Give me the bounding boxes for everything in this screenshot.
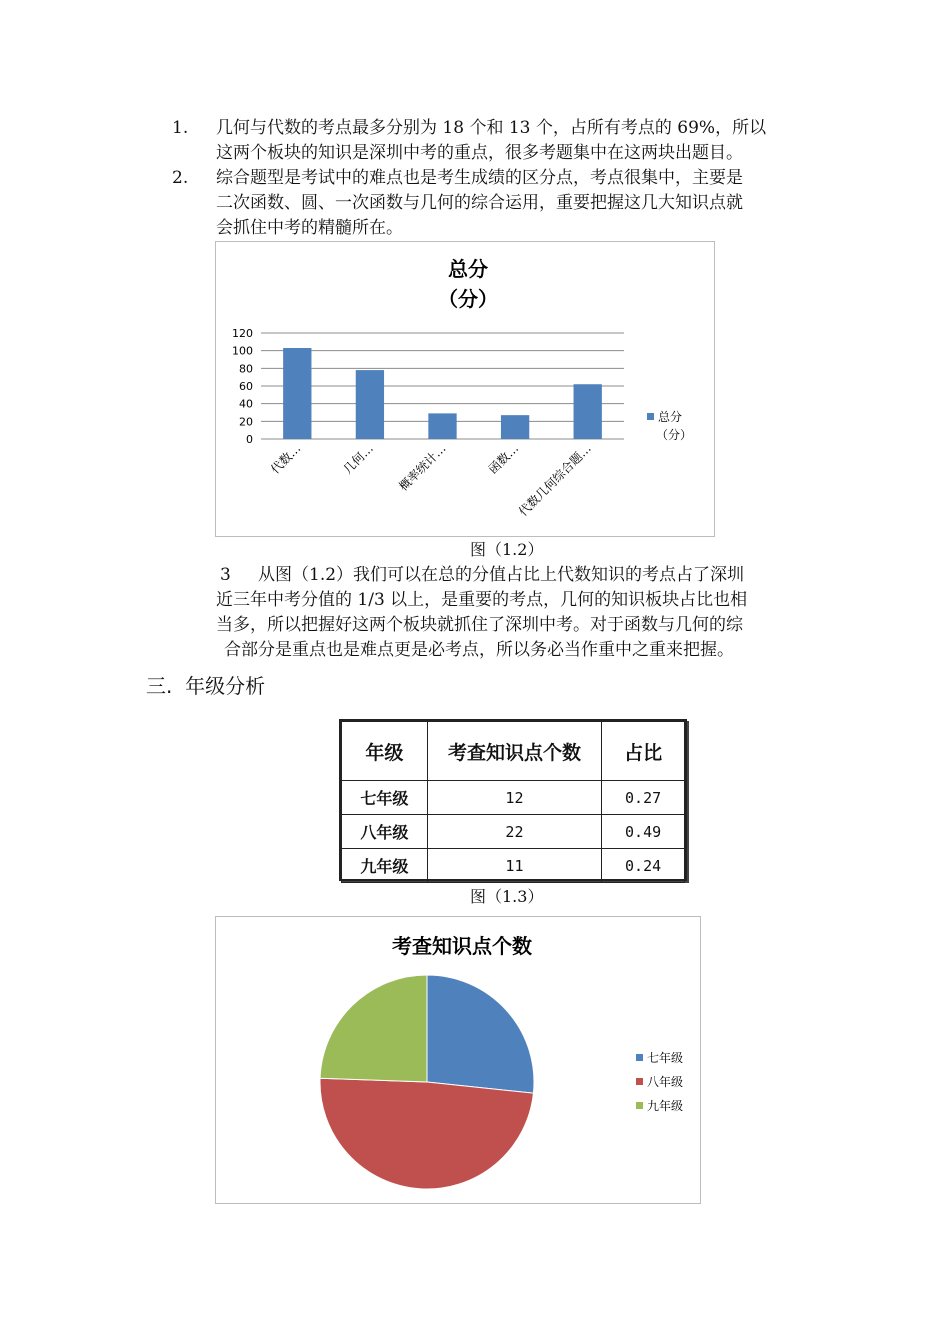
table-cell-grade: 九年级 bbox=[342, 849, 428, 883]
bar bbox=[428, 413, 456, 439]
bar bbox=[574, 384, 602, 439]
pie-legend-label: 七年级 bbox=[647, 1051, 684, 1065]
item-2-line-3: 会抓住中考的精髓所在。 bbox=[216, 218, 403, 238]
table-cell-count: 22 bbox=[427, 815, 601, 849]
item-3-line-4: 合部分是重点也是难点更是必考点，所以务必当作重中之重来把握。 bbox=[224, 640, 734, 660]
bar-x-tick-label: 代数… bbox=[268, 441, 304, 477]
bar-y-tick-label: 80 bbox=[239, 362, 253, 376]
item-1-line-2: 这两个板块的知识是深圳中考的重点，很多考题集中在这两块出题目。 bbox=[216, 143, 743, 163]
table-header-ratio: 占比 bbox=[602, 722, 685, 781]
table-cell-grade: 八年级 bbox=[342, 815, 428, 849]
bar bbox=[501, 415, 529, 439]
table-cell-ratio: 0.24 bbox=[602, 849, 685, 883]
pie-slice bbox=[427, 975, 534, 1093]
bar-y-tick-label: 120 bbox=[232, 327, 253, 340]
bar-x-tick-label: 概率统计… bbox=[396, 441, 449, 494]
bar bbox=[356, 370, 384, 439]
bar-y-tick-label: 40 bbox=[239, 397, 253, 411]
bar-y-tick-label: 20 bbox=[239, 415, 253, 429]
grade-table bbox=[341, 721, 685, 883]
pie-legend-label: 八年级 bbox=[647, 1075, 684, 1089]
pie-slice bbox=[320, 975, 427, 1082]
bar-y-tick-label: 100 bbox=[232, 344, 253, 358]
item-3-line-2: 近三年中考分值的 1/3 以上，是重要的考点，几何的知识板块占比也相 bbox=[216, 590, 748, 610]
section-heading: 三. 年级分析 bbox=[146, 674, 266, 698]
item-3-number: 3 bbox=[220, 565, 231, 585]
table-row bbox=[342, 849, 685, 883]
table-row bbox=[342, 815, 685, 849]
table-cell-ratio: 0.49 bbox=[602, 815, 685, 849]
pie-chart-frame bbox=[215, 916, 701, 1204]
item-2-line-2: 二次函数、圆、一次函数与几何的综合运用，重要把握这几大知识点就 bbox=[216, 193, 743, 213]
pie-chart bbox=[216, 917, 702, 1205]
item-1-line-1: 几何与代数的考点最多分别为 18 个和 13 个，占所有考点的 69%，所以 bbox=[216, 118, 767, 138]
bar bbox=[283, 348, 311, 439]
grade-table-wrapper bbox=[339, 719, 687, 881]
table-header-row bbox=[342, 722, 685, 781]
bar-x-tick-label: 代数几何综合题… bbox=[516, 441, 594, 520]
pie-legend-swatch bbox=[636, 1078, 643, 1085]
bar-chart-title-line-1: 总分 bbox=[448, 257, 488, 281]
bar-chart bbox=[216, 242, 716, 538]
table-row bbox=[342, 781, 685, 815]
item-3-line-3: 当多，所以把握好这两个板块就抓住了深圳中考。对于函数与几何的综 bbox=[216, 615, 743, 635]
item-1-number: 1. bbox=[172, 118, 189, 138]
table-header-grade: 年级 bbox=[342, 722, 428, 781]
bar-legend-label-line-1: 总分 bbox=[658, 410, 683, 424]
item-2-number: 2. bbox=[172, 168, 189, 188]
table-cell-grade: 七年级 bbox=[342, 781, 428, 815]
bar-legend-swatch bbox=[647, 413, 654, 420]
bar-y-tick-label: 60 bbox=[239, 380, 253, 393]
bar-chart-bars bbox=[283, 348, 602, 439]
pie-chart-title: 考查知识点个数 bbox=[392, 934, 532, 958]
pie-slice bbox=[320, 1078, 533, 1189]
item-2-line-1: 综合题型是考试中的难点也是考生成绩的区分点，考点很集中，主要是 bbox=[216, 168, 743, 188]
figure-caption-1-3: 图（1.3） bbox=[470, 887, 544, 906]
bar-chart-x-labels bbox=[267, 441, 593, 519]
pie-chart-slices bbox=[320, 975, 534, 1189]
bar-chart-title-line-2: （分） bbox=[438, 287, 498, 311]
bar-y-tick-label: 0 bbox=[246, 433, 253, 446]
item-3-line-1: 从图（1.2）我们可以在总的分值占比上代数知识的考点占了深圳 bbox=[258, 565, 745, 585]
table-header-count: 考查知识点个数 bbox=[427, 722, 601, 781]
pie-chart-legend bbox=[636, 1050, 683, 1113]
pie-legend-label: 九年级 bbox=[647, 1099, 684, 1113]
table-cell-count: 11 bbox=[427, 849, 601, 883]
pie-legend-swatch bbox=[636, 1102, 643, 1109]
bar-x-tick-label: 几何… bbox=[340, 441, 377, 477]
bar-legend-label-line-2: （分） bbox=[656, 428, 693, 442]
bar-x-tick-label: 函数… bbox=[485, 441, 522, 477]
pie-legend-swatch bbox=[636, 1054, 643, 1061]
bar-chart-frame bbox=[215, 241, 715, 537]
table-cell-ratio: 0.27 bbox=[602, 781, 685, 815]
figure-caption-1-2: 图（1.2） bbox=[470, 540, 544, 559]
bar-chart-y-ticks bbox=[232, 327, 253, 446]
table-cell-count: 12 bbox=[427, 781, 601, 815]
